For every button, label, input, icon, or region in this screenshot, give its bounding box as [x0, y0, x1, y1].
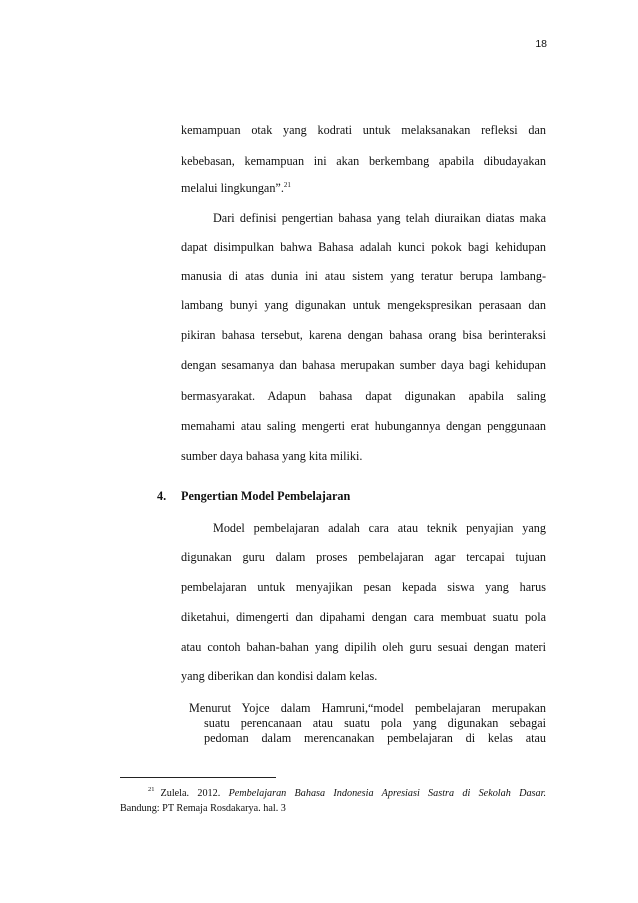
- body-line: manusia di atas dunia ini atau sistem yang teratur berupa lambang-: [181, 269, 546, 283]
- body-line: [181, 181, 546, 195]
- footnote-separator: [120, 777, 276, 778]
- body-line: kemampuan otak yang kodrati untuk melaksanakan refleksi dan: [181, 123, 546, 137]
- body-line: lambang bunyi yang digunakan untuk mengekspresikan perasaan dan: [181, 298, 546, 312]
- footnote-publisher: Bandung: PT Remaja Rosdakarya. hal. 3: [120, 803, 286, 814]
- body-line: digunakan guru dalam proses pembelajaran agar tercapai tujuan: [181, 550, 546, 564]
- footnote-reference: 21: [283, 181, 291, 189]
- body-line: sumber daya bahasa yang kita miliki.: [181, 449, 363, 463]
- body-line: yang diberikan dan kondisi dalam kelas.: [181, 669, 378, 683]
- section-heading: [157, 489, 350, 504]
- body-line: pembelajaran untuk menyajikan pesan kepada siswa yang harus: [181, 580, 546, 594]
- section-title: Pengertian Model Pembelajaran: [181, 489, 351, 503]
- footnote-author-year: Zulela. 2012.: [160, 788, 221, 799]
- body-line: atau contoh bahan-bahan yang dipilih oleh guru sesuai dengan materi: [181, 640, 546, 654]
- body-line: bermasyarakat. Adapun bahasa dapat digunakan apabila saling: [181, 389, 546, 403]
- body-line: diketahui, dimengerti dan dipahami dengan cara membuat suatu pola: [181, 610, 546, 624]
- body-line: memahami atau saling mengerti erat hubungannya dengan penggunaan: [181, 419, 546, 433]
- quote-line: Menurut Yojce dalam Hamruni,“model pembelajaran merupakan: [189, 701, 546, 715]
- quote-line: pedoman dalam merencanakan pembelajaran di kelas atau: [204, 731, 546, 745]
- body-line: dapat disimpulkan bahwa Bahasa adalah kunci pokok bagi kehidupan: [181, 240, 546, 254]
- page-number: 18: [535, 38, 547, 50]
- quote-line: suatu perencanaan atau suatu pola yang digunakan sebagai: [204, 716, 546, 730]
- section-number: 4.: [157, 489, 167, 503]
- footnote-number: 21: [148, 786, 155, 793]
- body-line: kebebasan, kemampuan ini akan berkembang apabila dibudayakan: [181, 154, 546, 168]
- body-text: melalui lingkungan”.: [181, 181, 284, 195]
- body-line: dengan sesamanya dan bahasa merupakan sumber daya bagi kehidupan: [181, 358, 546, 372]
- footnote: [148, 788, 546, 799]
- body-line: Model pembelajaran adalah cara atau teknik penyajian yang: [213, 521, 546, 535]
- body-line: pikiran bahasa tersebut, karena dengan bahasa orang bisa berinteraksi: [181, 328, 546, 342]
- footnote-title: Pembelajaran Bahasa Indonesia Apresiasi Sastra di Sekolah Dasar.: [228, 788, 546, 799]
- body-line: Dari definisi pengertian bahasa yang telah diuraikan diatas maka: [213, 211, 546, 225]
